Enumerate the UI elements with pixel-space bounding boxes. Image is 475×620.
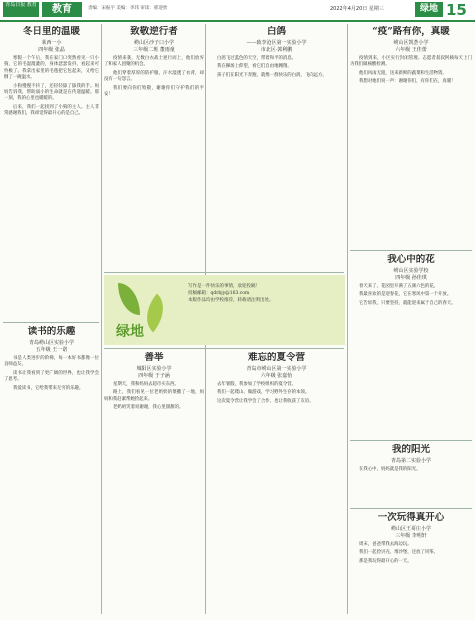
article-paragraph: 在我心中，妈妈就是我的阳光。 bbox=[359, 467, 421, 472]
issue-date: 2022年4月20日 星期三 bbox=[330, 6, 384, 12]
article-paragraph: 春天来了，花园里开满了五颜六色的花。 bbox=[359, 284, 439, 289]
article-fun-day bbox=[350, 512, 472, 614]
article-paragraph: 我最喜欢的是迎春花，它在寒风中第一个开放。 bbox=[359, 292, 452, 298]
article-author: 四年级 张晶 bbox=[38, 47, 65, 53]
article-subtitle: ——致李沧区第一实验小学 bbox=[246, 40, 307, 46]
notice-logo-text: 绿地 bbox=[116, 324, 144, 340]
article-paragraph: 去年暑假，我参加了学校组织的夏令营。 bbox=[217, 382, 297, 387]
article-flower bbox=[350, 254, 472, 438]
article-title: 一次玩得真开心 bbox=[377, 512, 445, 523]
article-warm-path bbox=[350, 26, 472, 248]
article-author: 三年级 李明轩 bbox=[395, 533, 427, 539]
article-paragraph: 白鸽飞过蓝色的天空，带着和平的消息。 bbox=[217, 56, 297, 61]
notice-line: 本版作品均由学校推荐，转载请注明出处。 bbox=[188, 298, 274, 303]
article-paragraph: 老奶奶笑着说谢谢，我心里甜甜的。 bbox=[113, 405, 184, 411]
section-name: 教育 bbox=[42, 2, 82, 17]
article-paragraph: 周末，爸爸带我去海边玩。 bbox=[359, 542, 412, 547]
article-author: 四年级 孙佳琪 bbox=[395, 275, 427, 281]
article-salute-heroes bbox=[104, 26, 204, 270]
article-author: 六年级 张嘉怡 bbox=[260, 373, 293, 379]
article-sunshine bbox=[350, 444, 472, 506]
article-title: 我的阳光 bbox=[391, 444, 430, 455]
section-divider bbox=[104, 348, 344, 349]
article-author: 三年级二班 董雨童 bbox=[133, 47, 175, 53]
header-rule bbox=[0, 20, 475, 22]
notice-line: 写作是一件快乐的事情，欢迎投稿！ bbox=[188, 284, 260, 289]
article-paragraph: 疫情来袭，无数白衣战士逆行而上，他们放弃了和家人团聚的机会。 bbox=[104, 56, 204, 68]
article-school: 青岛崂山区实验小学 bbox=[28, 340, 74, 346]
article-paragraph: 小狗慢慢不抖了，还轻轻舔了舔我的手。妈妈告诉我，帮助弱小的生命就是在传递温暖。那一刻，我的心里也暖暖的。 bbox=[4, 83, 99, 102]
article-summer-camp bbox=[208, 352, 345, 614]
section-divider bbox=[350, 440, 472, 441]
article-author: 六年级 王佳蕾 bbox=[395, 47, 427, 53]
article-school: 青岛第二实验小学 bbox=[390, 458, 431, 464]
article-paragraph: 他们风雨无阻，送来新鲜的蔬菜和生活物资。 bbox=[359, 70, 447, 76]
article-paragraph: 他们穿着厚厚的防护服，汗水湿透了衣背，却没有一句怨言。 bbox=[104, 70, 204, 83]
article-title: 难忘的夏令营 bbox=[247, 352, 305, 363]
page-number: 15 bbox=[446, 1, 467, 19]
article-author: 五年级 王一诺 bbox=[35, 347, 68, 353]
article-paragraph: 读书让我看到了更广阔的世界，也让我学会了思考。 bbox=[4, 370, 99, 383]
article-reading-joy bbox=[4, 326, 99, 614]
article-paragraph: 寒假一个午后，我在家门口突然看见一只小狗，它的毛湿漉漉的，身体瑟瑟发抖，看起来可怜极了。我拿出家里的毛毯把它包起来，又给它倒了一碗温水。 bbox=[4, 56, 99, 81]
section-divider bbox=[3, 322, 99, 323]
article-school: 城阳区实验小学 bbox=[136, 366, 172, 372]
section-divider bbox=[350, 508, 472, 509]
article-paragraph: 那是我玩得最开心的一天。 bbox=[359, 558, 412, 564]
submission-notice-box bbox=[104, 275, 345, 345]
page-header bbox=[0, 0, 475, 20]
section-divider bbox=[104, 272, 344, 273]
article-paragraph: 疫情到来，小区实行封闭管理。志愿者叔叔阿姨每天上门为我们做核酸检测。 bbox=[350, 56, 472, 68]
article-school: 崂山区王哥庄小学 bbox=[390, 526, 431, 532]
column-divider bbox=[347, 24, 348, 614]
article-paragraph: 我爱读书，它给我带来无穷的乐趣。 bbox=[13, 385, 84, 391]
article-author: 四年级 于子涵 bbox=[138, 373, 170, 379]
article-title: 致敬逆行者 bbox=[130, 26, 178, 37]
article-paragraph: 我们要向你们致敬，谢谢你们守护我们的平安！ bbox=[104, 85, 204, 98]
article-good-deed bbox=[104, 352, 204, 614]
article-paragraph: 孩子们在阳光下奔跑，就像一群快乐的白鸽，飞向远方。 bbox=[217, 72, 327, 78]
article-paragraph: 我想对他们说一声：谢谢你们，有你们在，真暖！ bbox=[359, 79, 456, 85]
article-paragraph: 这次夏令营让我学会了合作，也让我收获了友谊。 bbox=[217, 398, 314, 404]
article-paragraph: 后来，我们一起找到了小狗的主人。主人非常感谢我们，我却觉得最开心的是自己。 bbox=[4, 104, 99, 117]
notice-text bbox=[188, 283, 340, 304]
editor-credits: 责编：宋振宇 美编：李玮 审读：邢迎欣 bbox=[88, 6, 168, 11]
article-title: 冬日里的温暖 bbox=[22, 26, 80, 37]
article-paragraph: 我们一起捡贝壳、堆沙堡，还放了风筝。 bbox=[359, 550, 439, 556]
article-title: “疫”路有你，真暖 bbox=[372, 26, 450, 37]
article-title: 善举 bbox=[144, 352, 164, 363]
section-divider bbox=[350, 250, 472, 251]
article-school: 崂山区实验学校 bbox=[393, 268, 429, 274]
article-school: 崂山区凯荟小学 bbox=[393, 40, 429, 46]
article-white-dove bbox=[208, 26, 345, 270]
article-paragraph: 它告诉我，只要坚持，就能迎来属于自己的春天。 bbox=[359, 300, 456, 306]
notice-line: 投稿邮箱：qdrbjy@163.com bbox=[188, 291, 250, 296]
article-title: 读书的乐趣 bbox=[27, 326, 76, 337]
article-school: 青岛市崂山区第一实验小学 bbox=[246, 366, 307, 372]
column-name: 绿地 bbox=[415, 2, 443, 17]
article-school: 市北区·郭利鹏 bbox=[260, 47, 293, 53]
article-school: 崂山区沙子口小学 bbox=[133, 40, 174, 46]
article-school: 莱西一小 bbox=[41, 40, 62, 46]
newspaper-logo: 青岛日报 教育 bbox=[3, 2, 39, 17]
article-title: 白鸽 bbox=[266, 26, 286, 37]
article-paragraph: 我们一起爬山、做游戏、学习野外生存的本领。 bbox=[217, 390, 310, 396]
article-paragraph: 星期天，我和妈妈去超市买东西。 bbox=[113, 382, 179, 387]
article-winter-warmth bbox=[4, 26, 99, 318]
article-paragraph: 我在操场上仰望，看它们自由地翱翔。 bbox=[217, 64, 292, 70]
leaf-icon bbox=[118, 283, 140, 315]
article-title: 我心中的花 bbox=[387, 254, 435, 265]
article-paragraph: 路上，我们看见一位老奶奶的菜撒了一地，妈妈和我赶紧帮她捡起来。 bbox=[104, 390, 204, 402]
article-paragraph: 书是人类进步的阶梯，每一本好书都像一位良师益友。 bbox=[4, 356, 99, 368]
column-divider bbox=[101, 24, 102, 614]
